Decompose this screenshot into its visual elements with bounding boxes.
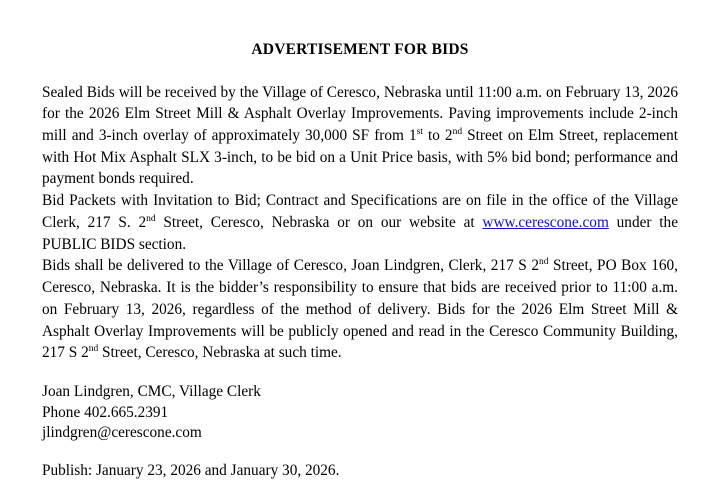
- paragraph-text: Sealed Bids will be received by the Village of Ceresco, Nebraska until 11:00 a.m. on February 13, 2026 for the 2026 Elm Street Mill & Asphalt Overlay Improvements. Paving improvements include 2-inch mill and 3-inch overlay of approximately 30,000 SF from 1st to 2nd Street on Elm Street, replacement with Hot Mix Asphalt SLX 3-inch, to be bid on a Unit Price basis, with 5% bid bond; performance and payment bonds required.: [42, 83, 678, 188]
- clerk-name-title: Joan Lindgren, CMC, Village Clerk: [42, 382, 261, 400]
- paragraph-sealed-bids: [42, 82, 678, 191]
- paragraph-text: Bid Packets with Invitation to Bid; Contract and Specifications are on file in the office of the Village Clerk, 217 S. 2nd Street, Ceresco, Nebraska or on our website at www.cerescone.com under the PUBLIC BIDS section.: [42, 192, 678, 253]
- page-title: ADVERTISEMENT FOR BIDS: [251, 41, 469, 58]
- contact-block: [42, 382, 678, 444]
- paragraph-bid-delivery: [42, 255, 678, 364]
- publish-dates: Publish: January 23, 2026 and January 30, 2026.: [42, 461, 340, 479]
- ordinal-suffix: nd: [539, 257, 549, 268]
- ordinal-suffix: nd: [88, 344, 99, 355]
- clerk-email: jlindgren@cerescone.com: [42, 424, 202, 442]
- ordinal-suffix: st: [416, 126, 423, 137]
- ordinal-suffix: nd: [146, 213, 156, 224]
- paragraph-text: Bids shall be delivered to the Village of Ceresco, Joan Lindgren, Clerk, 217 S 2nd Street, PO Box 160, Ceresco, Nebraska. It is the bidder’s responsibility to ensure that bids are received prior to 11:00 a.m. on February 13, 2026, regardless of the method of delivery. Bids for the 2026 Elm Street Mill & Asphalt Overlay Improvements will be publicly opened and read in the Ceresco Community Building, 217 S 2nd Street, Ceresco, Nebraska at such time.: [42, 257, 678, 362]
- clerk-phone: Phone 402.665.2391: [42, 403, 169, 421]
- document-body: [42, 82, 678, 482]
- website-link[interactable]: www.cerescone.com: [482, 213, 609, 231]
- paragraph-bid-packets: [42, 190, 678, 255]
- ordinal-suffix: nd: [452, 126, 463, 137]
